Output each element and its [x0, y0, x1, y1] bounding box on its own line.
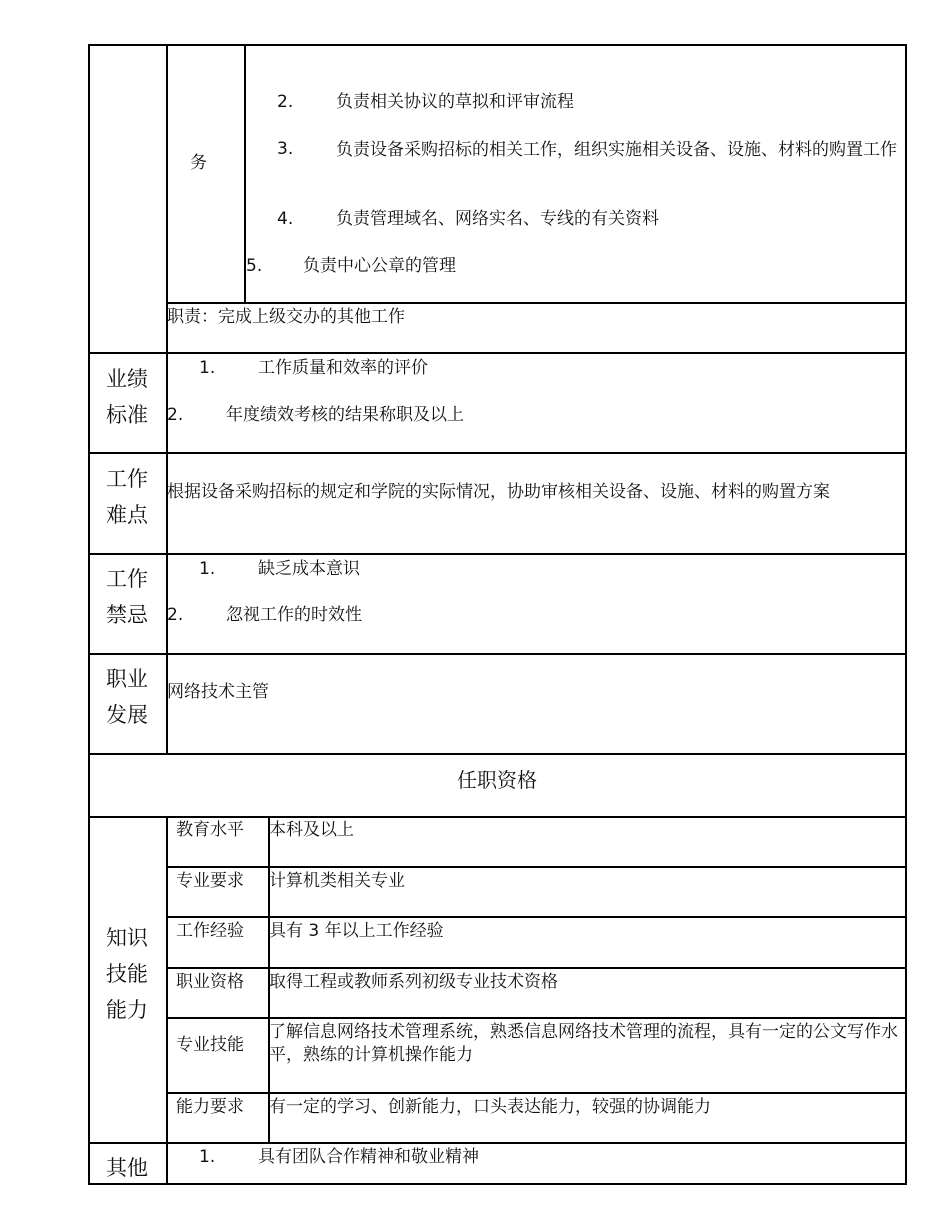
- other-item-text: 具有团队合作精神和敬业精神: [258, 1147, 479, 1167]
- performance-item-number: 1.: [199, 358, 216, 378]
- performance-item-text: 年度绩效考核的结果称职及以上: [226, 405, 464, 425]
- qualification-row-divider: [166, 1017, 907, 1019]
- table-border-top: [88, 44, 907, 46]
- table-border-right: [905, 44, 907, 1184]
- taboo-label-line: 禁忌: [106, 603, 148, 627]
- qualification-row-divider: [166, 866, 907, 868]
- other-label: 其他: [106, 1156, 148, 1180]
- qualification-value: 本科及以上: [269, 820, 354, 840]
- qualification-value: 计算机类相关专业: [269, 871, 405, 891]
- difficulty-label-line: 工作: [106, 467, 148, 491]
- duty-item: [246, 255, 456, 277]
- qualification-label: [89, 920, 165, 1028]
- career-label-line: 职业: [106, 667, 148, 691]
- difficulty-text: 根据设备采购招标的规定和学院的实际情况，协助审核相关设备、设施、材料的购置方案: [167, 482, 830, 502]
- responsibility-text: 职责：完成上级交办的其他工作: [167, 307, 405, 327]
- career-label-line: 发展: [106, 703, 148, 727]
- qualification-label-line: 能力: [106, 998, 148, 1022]
- career-text: 网络技术主管: [167, 682, 269, 702]
- qualification-value: 了解信息网络技术管理系统，熟悉信息网络技术管理的流程，具有一定的公文写作水平，熟练的计算机操作能力: [269, 1022, 898, 1065]
- duty-item: [277, 91, 574, 113]
- qualification-value: 有一定的学习、创新能力，口头表达能力，较强的协调能力: [269, 1097, 711, 1117]
- taboo-item: [199, 558, 360, 580]
- taboo-item: [167, 604, 362, 626]
- performance-label: [89, 361, 165, 433]
- duty-item-text: 负责设备采购招标的相关工作，组织实施相关设备、设施、材料的购置工作: [336, 140, 897, 160]
- performance-item: [167, 404, 464, 426]
- duty-item-number: 2.: [277, 92, 294, 112]
- row-divider-taboo: [88, 553, 907, 555]
- row-divider-qualification: [88, 816, 907, 818]
- duty-item-number: 4.: [277, 209, 294, 229]
- row-divider-difficulty: [88, 452, 907, 454]
- qualification-value: 取得工程或教师系列初级专业技术资格: [269, 972, 558, 992]
- qualification-key: 专业技能: [176, 1035, 244, 1055]
- row-divider-performance: [88, 352, 907, 354]
- qualification-key: 专业要求: [176, 871, 244, 891]
- other-item: [199, 1146, 479, 1168]
- career-label: [89, 661, 165, 733]
- qualification-key: 职业资格: [176, 972, 244, 992]
- label-column-divider: [166, 44, 168, 754]
- table-border-bottom: [88, 1183, 907, 1185]
- performance-item-text: 工作质量和效率的评价: [258, 358, 428, 378]
- performance-label-line: 业绩: [106, 367, 148, 391]
- taboo-item-text: 缺乏成本意识: [258, 559, 360, 579]
- other-item-number: 1.: [199, 1147, 216, 1167]
- qualification-title: 任职资格: [457, 768, 537, 792]
- duty-item: [277, 208, 659, 230]
- row-divider-title: [88, 753, 907, 755]
- difficulty-label-line: 难点: [106, 503, 148, 527]
- row-divider-other: [88, 1142, 907, 1144]
- duties-responsibility-divider: [166, 302, 907, 304]
- taboo-item-number: 1.: [199, 559, 216, 579]
- taboo-label-line: 工作: [106, 567, 148, 591]
- qualification-value: 具有 3 年以上工作经验: [269, 921, 444, 941]
- qualification-label-line: 知识: [106, 926, 148, 950]
- qualification-key: 能力要求: [176, 1097, 244, 1117]
- qualification-key: 教育水平: [176, 820, 244, 840]
- duty-item-number: 3.: [277, 139, 294, 159]
- qualification-row-divider: [166, 1092, 907, 1094]
- performance-label-line: 标准: [106, 403, 148, 427]
- taboo-item-number: 2.: [167, 605, 184, 625]
- duty-item-text: 负责相关协议的草拟和评审流程: [336, 92, 574, 112]
- qualification-row-divider: [166, 967, 907, 969]
- performance-item: [199, 357, 428, 379]
- duties-label: 务: [190, 153, 207, 173]
- taboo-item-text: 忽视工作的时效性: [226, 605, 362, 625]
- duty-item-text: 负责管理域名、网络实名、专线的有关资料: [336, 209, 659, 229]
- duty-item-text: 负责中心公章的管理: [303, 256, 456, 276]
- performance-item-number: 2.: [167, 405, 184, 425]
- qualification-row-divider: [166, 916, 907, 918]
- row-divider-career: [88, 653, 907, 655]
- duty-item-number: 5.: [246, 256, 263, 276]
- taboo-label: [89, 561, 165, 633]
- difficulty-label: [89, 461, 165, 533]
- qualification-key: 工作经验: [176, 921, 244, 941]
- qualification-label-line: 技能: [106, 962, 148, 986]
- label-column-divider-lower: [166, 817, 168, 1184]
